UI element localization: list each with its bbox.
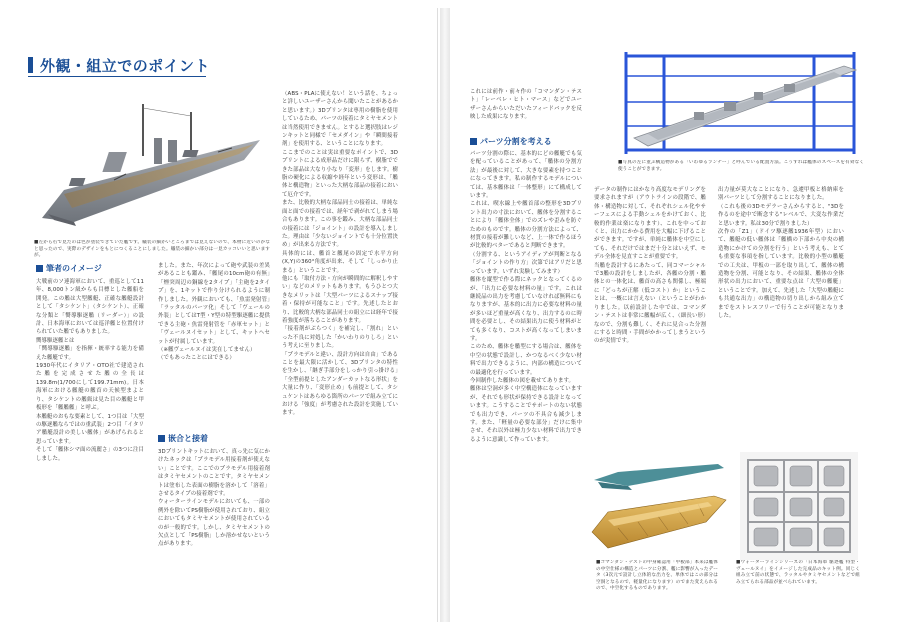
left-column-1-text: 大戦前のソ連海軍において、重巡として11年、8,000トン級からも目標とした艦船を開発。この艦は大型艦艇、正確な艦艇設計として「タシケント」（タシケント）、正確な分類と「嚮導駆逐艦（リーダー）」の設計、日本海軍においては巡洋艦と位置付けられていた艦でもありました。 嚮導駆逐艦とは 「嚮導駆逐艦」を指揮・統率する能力を備えた艦艇です。 1930年代にイタリア・OTO社で建造された艦を完成させた艦の全長は139.8m(1/700にして199.71mm)。日本海軍における艦艇の艦首の天候型まよとり、タシケントの艦級は見た目の艦艇と甲板形を「艦艦艦」と呼ぶ。 本艦艇のおもな要素として、1つ目は「大型の駆逐艦ならではの重武装」2つ目「イタリア艦艇設計の美しい艦体」があげられると思っています。 そして「艦体シマ面の流麗さ」の3つに注目しました。: [36, 279, 144, 462]
section-heading-label: 嵌合と接着: [168, 434, 208, 443]
title-underline: [28, 76, 206, 77]
book-spine: [440, 8, 450, 622]
heading-square-icon: [36, 265, 43, 272]
runner-layout-photo: [604, 46, 874, 158]
right-column-1-intro-text: これには前作・前々作の「コマンダン・テスト」「レーベレ・ヒト・マース」などでユーザーさんからいただいたフィードバックを反映した成果になります。: [470, 89, 582, 121]
heading-square-icon: [470, 138, 477, 145]
right-column-3-text: 出力量が莫大なことになり、急遽甲板と格納庫を別パーツとして分割することになりました。 （これも後の3Dモデラーさんからすると、"3Dを作るのを途中で断念する"レベルで、大変な作業だと思います。私は30分で割りました） 次作の「Z1」（ドイツ駆逐艦1936年型）において、艦艇の低い艦体は「艦橋の下部から中央の構造物にかけての分割を行う」という考えも、とても重要な事項を指しています。比較的小型の艦艇での工夫は、甲板の一部を取り出して、艦体の構造物を分割、可能となり、その結果、艦体の全体形状の出力において、重要な点は「大型の艦艇」ということです。加えて、先述した「大型の艦艇にも共通な出力」の構造物の切り出しから組み立てまでをストレスフリーで行うことが可能となりました。: [718, 187, 844, 320]
page-title-block: [28, 54, 210, 76]
section-heading-fit: [158, 434, 278, 444]
ship-photo-caption: ■左から右で見たのは色が塗装できていた艦です。艤装の細かいところまでは見えないので、本物に近いのかなと思ったので、実際のデザインをもとにつくることにしました。艤装の細かい部分は一見カッコいいと思いますが。: [34, 240, 270, 259]
right-column-2-text: データの制作にはかなり高度なモデリングを要求されますが（アウトラインの段階で、艦体・構造物に対して、それぞれシェル化やサーフェスによる手動シェルをかけておく、比較的作業は楽になります）、これを中っておくと、出力にかかる費用を大幅に下げることができます。ですが、単純に艦体を中空にしても、それだけではまだ十分とはいえず、モデル全体を見直すことが重要です。 当艦を設計するにあたって、同コマーシャルで3艦の設計をしましたが、各艦の分割・艦体との一体化は、艦首の高さも関係し、極端に「どっちが正解（低コスト）か」ということは、一概には言えない（ということがわかりました。以前設計した中では、コマンダン・テストは非常に艦幅が広く、（細長い形）なので、分割も難しく、それに見合った分割にすると時間・手間がかかってしまうというのが実情です。: [594, 187, 706, 345]
page-title: 外観・組立でのポイント: [40, 57, 210, 75]
printed-sprue-photo: [740, 452, 858, 560]
ship-model-photo: [34, 90, 264, 237]
section-heading-label: 筆者のイメージ: [46, 264, 102, 273]
runner-photo-caption: ■写真の左に並ぶ構造物がある「いわゆるランナー」と呼んでいる配置方法。こうすれば艦体のスペースを有効なく使うことができます。: [618, 160, 864, 172]
left-column-2-text: ました。また、年次によって砲や武装の差異があることも鑑み、「艦尾の10cm砲の有無」「煙突周辺の銅線を2タイプ」「主砲を2タイプ」を、1キットで作り分けられるように制作しました。外観においても、「魚雷発射管」「ラッタルのパーツ化」そして「ヴェールの外装」としてはT型・Y型の特型駆逐艦に提供できる主砲・魚雷発射管を「赤軍セット」と「ヴェールヌイセット」として、キットへセットが付属しています。 （※艦ヴェールヌイは実在してません） （でもあったことにはできる）: [158, 263, 270, 362]
section-heading-impression: [36, 264, 176, 274]
heading-square-icon: [158, 435, 165, 442]
section-heading-parts: [470, 137, 610, 147]
right-column-1-text: パーツ分割の際に、基本的にどの艦艇でも気を配っていることがあって、「艦体の分割方法」が最後に対して、大きな要素を持つことになってきます。私の制作するモデルについては、基本艦体は「一体整形」にて構成しています。 これは、喫水線上や艦首部の整形を3Dプリント出力の寸法において、艦体を分割することにより「艦体全体」でのズレや歪みを防ぐためのものです。艦体の分割方法によって、材質の接着が難しいなど、上一体で作るほうが比較的ベターであると判断できます。 （分割する、というアイディアが判断となる「ジョイントの作り方」次第ではアリだと思っています。いずれ実験してみます） 艦体を縦型で作る際にネックとなってくるのが、「出力に必要な材料の量」です。これは継続品の出力を考慮していなければ無料にもなりますが、基本的に出力に必要な材料の量が多いほど重量が高くなり、出力するのに時間を必要とし、その結果出力に使う材料がとても多くなり、コストが高くなってしまいます。 このため、艦体を艦型にする場合は、艦体を中空の状態で設計し、かつなるべく少ない材料で出力できるように、内部の構造についての最適化を行っています。 今回制作した艦体の図を載せてあります。 艦体は空洞が多く中空構造体になっていますが、それでも形状が保持できる設計となっています。こうすることでサポートのない状態でも出力でき、パーツの不具合も減少します。また、「軽量の必要な部分」だけに集中させ、それ以外は極力少ない材料で出力できるように意識して作っています。: [470, 151, 582, 443]
sprue-photo-caption: ■ウォーターラインシリーズの「日本海軍 駆逐艦 特型・ヴェールヌイ」をイメージした完成品のキット例。同じく組み立て前の状態で、ラッタルやタミヤセメントなどで組み立てられる部品が並べられています。: [736, 560, 860, 585]
title-accent-bar: [28, 57, 33, 73]
section-heading-label: パーツ分割を考える: [480, 137, 552, 146]
left-column-3-text: （ABS・PLAに使えない！という話を、ちょっと詳しいユーザーさんから聞いたことがあるかと思います。）3Dプリンタは専用の樹脂を使用しているため、パーツの接着にタミヤセメントは当然使用できません。とすると選択肢はレジンキットと同様で「セメダイン」や「瞬間接着剤」を使用する、ということになります。 ここまでのことは実は重要なポイントで、3Dプリントによる成形品だけに限らず、樹脂でできた部品は大なり小なり「変形」をします。樹脂の硬化による収縮や経年という変形は、「艦体と構造物」といった大柄な部品の接着において厄介です。 また、比較的大柄な部品同士の接着は、単純な面と面での接着では、経年で剥がれてしまう場合もあります。この事を鑑み、大柄な部品同士の接着には「ジョイント」の設計を導入しました。理由は「少ないジョイントでも十分位置決め」が出来る方法です。 具体的には、艦首と艦尾の固定で水平方向(X,Y)の360°角度が出来、そして「しっかり止まる」ということです。 他にも「取付方法・方向が瞬間的に解釈しやすい」などのメリットもあります。もうひとつ大きなメリットは「大型パーツによるスナップ接着・保持が可能なこと」です。先述したとおり、比較的大柄な部品同士の組立には経年で接着強度が落ちることがあります。 「接着剤がぶらつく」を補完し、「割れ」といった不良に対処した「かいわりのりしろ」という考えに至りました。 「プラモデルと違い、設計方向は自由」であることを最大限に活かして、3Dプリンタの特性を生かし、「継ぎ手部分をしっかり引っ掛ける」「全型前提としたアンダーカットなる形状」を大量に作り、「変形止め」も前提として、タシュケントはあらゆる箇所のパーツで組み立てにおける「強度」が考慮された設計を実施しています。: [282, 91, 398, 417]
hull-render-caption: ■コマンダン・テストの中身確認用「甲板部」本来は艦体の中空仕様の構造とパーツに分割、艦に影響が入ったデータ（3次元で設計し立体的な出力を、単体ではこの部分は空洞となるので、軽量化になります）のでまた変えられるので、中空化するものであります。: [596, 560, 718, 592]
hull-cutaway-render: [588, 460, 728, 558]
left-column-2b-text: 3Dプリントキットにおいて、真っ先に気にかけたネックは「プラモデル用接着剤が使えない」ことです。ここでのプラモデル用接着剤はタミヤセメントのことです。タミヤセメントは塗布した表面の樹脂を溶かして「溶着」させるタイプの接着剤です。 ウォーターラインモデルにおいても、一部の例外を除いてPS樹脂が使用されており、組立においてもタミヤセメントが使用されているのが一般的です。しかし、タミヤセメントの欠点として「PS樹脂」しか溶かせないという点があります。: [158, 449, 270, 548]
